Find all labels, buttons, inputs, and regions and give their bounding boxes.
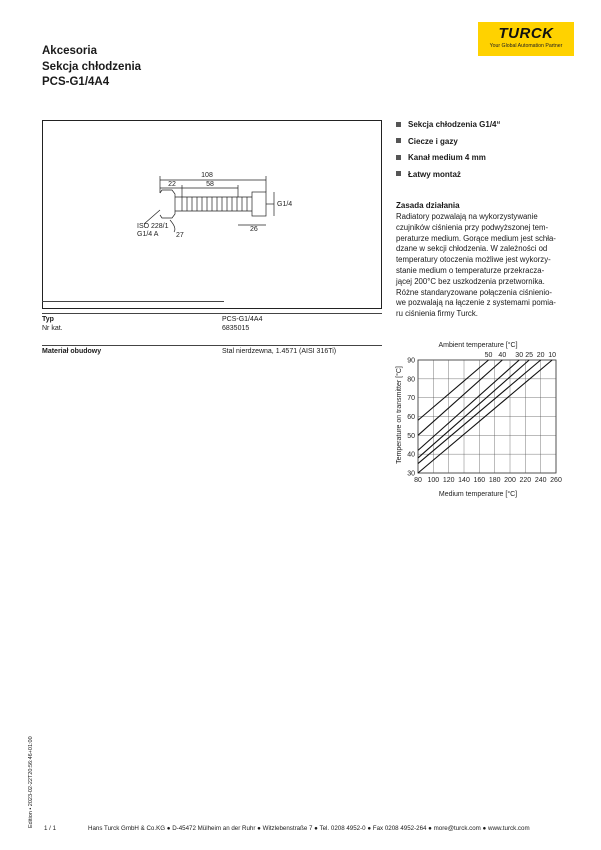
series-line <box>418 360 489 420</box>
dim-58: 58 <box>206 181 214 188</box>
divider <box>42 301 224 302</box>
spec-label: Materiał obudowy <box>42 348 102 355</box>
principle-line: czujników ciśnienia przy podwyższonej tem- <box>396 222 549 232</box>
y-tick-label: 40 <box>407 451 415 459</box>
x-tick-label: 100 <box>427 477 440 484</box>
edition-note <box>28 718 38 828</box>
page-number: 1 / 1 <box>44 825 57 832</box>
feature-list <box>396 120 500 186</box>
temperature-chart-svg <box>360 338 585 503</box>
title-line-1: Akcesoria <box>42 45 97 57</box>
x-tick-label: 220 <box>519 477 532 484</box>
principle-line: jącej 200°C bez uszkodzenia przetwornika. <box>396 276 545 286</box>
x-axis-label: Medium temperature [°C] <box>438 491 518 498</box>
title-line-3: PCS-G1/4A4 <box>42 76 110 88</box>
coupling-body <box>252 192 266 216</box>
feature-item <box>396 170 500 187</box>
principle-line: peraturze medium. Gorące medium jest schła- <box>396 233 556 243</box>
y-axis-label: Temperature on transmitter [°C] <box>396 366 403 464</box>
principle-line: we pozwalają na łączenie z systemami pomia- <box>396 298 556 308</box>
spec-value: Stal nierdzewna, 1.4571 (AISI 316Ti) <box>222 348 337 355</box>
x-tick-label: 140 <box>458 477 470 484</box>
feature-item <box>396 120 500 137</box>
spec-row-id <box>42 325 382 335</box>
x-tick-label: 160 <box>473 477 486 484</box>
principle-line: dzane w sekcji chłodzenia. W zależności od <box>396 244 548 254</box>
divider <box>42 345 382 346</box>
spec-value: PCS-G1/4A4 <box>222 316 263 323</box>
y-tick-label: 50 <box>407 432 415 440</box>
footer-address: Hans Turck GmbH & Co.KG ● D-45472 Mülheim an der Ruhr ● Witzlebenstraße 7 ● Tel. 0208 4952-0 ● Fax 0208 4952-264 ● more@turck.com ● www.turck.com <box>88 825 530 832</box>
series-label: 30 <box>515 352 524 359</box>
bullet-icon <box>396 171 401 176</box>
technical-drawing <box>42 120 382 309</box>
principle-line: temperatury otoczenia możliwe jest wykorzy- <box>396 255 551 265</box>
bullet-icon <box>396 138 401 143</box>
dim-iso: ISO 228/1 <box>137 223 169 230</box>
dim-108: 108 <box>201 172 213 179</box>
spec-label: Nr kat. <box>42 325 63 332</box>
dim-22: 22 <box>168 181 176 188</box>
turck-logo <box>478 22 574 56</box>
divider <box>42 313 382 314</box>
dim-g14a: G1/4 A <box>137 231 159 238</box>
series-label: 10 <box>548 352 557 359</box>
principle-line: stanie medium o temperaturze przekracza- <box>396 265 545 275</box>
title-line-2: Sekcja chłodzenia <box>42 60 142 73</box>
hex-nut-shape <box>160 190 175 218</box>
x-tick-label: 260 <box>550 477 562 484</box>
series-label: 20 <box>536 352 545 359</box>
cooling-fins <box>182 197 247 211</box>
y-tick-label: 60 <box>407 414 415 421</box>
x-tick-label: 180 <box>488 477 501 484</box>
footer <box>44 825 584 835</box>
series-label: 40 <box>498 352 507 359</box>
feature-text: Łatwy montaż <box>408 169 461 179</box>
principle-line: Radiatory pozwalają na wykorzystywanie <box>396 212 538 221</box>
spec-row-material <box>42 348 382 358</box>
spec-value: 6835015 <box>222 325 250 332</box>
y-tick-label: 70 <box>407 395 415 403</box>
x-tick-label: 80 <box>414 477 422 484</box>
dim-27: 27 <box>176 232 184 239</box>
y-tick-label: 80 <box>407 376 415 384</box>
spec-label: Typ <box>42 316 54 323</box>
principle-heading: Zasada działania <box>396 201 460 210</box>
document-title <box>42 44 141 91</box>
bullet-icon <box>396 155 401 160</box>
feature-item <box>396 153 500 170</box>
dim-thread: G1/4 <box>277 201 293 208</box>
principle-line: Różne standaryzowane połączenia ciśnienio- <box>396 287 553 297</box>
temperature-chart <box>360 338 585 503</box>
dim-26: 26 <box>250 226 258 233</box>
series-line <box>418 360 529 458</box>
bullet-icon <box>396 122 401 127</box>
x-tick-label: 120 <box>442 477 455 484</box>
feature-text: Kanał medium 4 mm <box>408 153 486 162</box>
logo-text: TURCK <box>498 25 554 42</box>
feature-item <box>396 137 500 154</box>
edition-text: Edition • 2023-02-22T20:56:46+01:00 <box>28 736 34 828</box>
feature-text: Ciecze i gazy <box>408 136 458 146</box>
series-label: 25 <box>525 352 534 359</box>
y-tick-label: 30 <box>407 470 415 478</box>
series-label: 50 <box>484 352 493 359</box>
feature-text: Sekcja chłodzenia G1/4“ <box>408 120 501 129</box>
logo-tagline: Your Global Automation Partner <box>489 43 563 49</box>
x-tick-label: 200 <box>504 477 516 484</box>
principle-line: ru ciśnienia firmy Turck. <box>396 309 478 319</box>
x-tick-label: 240 <box>534 477 547 484</box>
y-tick-label: 90 <box>407 357 415 365</box>
principle-text <box>396 212 578 320</box>
technical-drawing-frame <box>42 120 382 309</box>
top-axis-label: Ambient temperature [°C] <box>438 342 518 349</box>
